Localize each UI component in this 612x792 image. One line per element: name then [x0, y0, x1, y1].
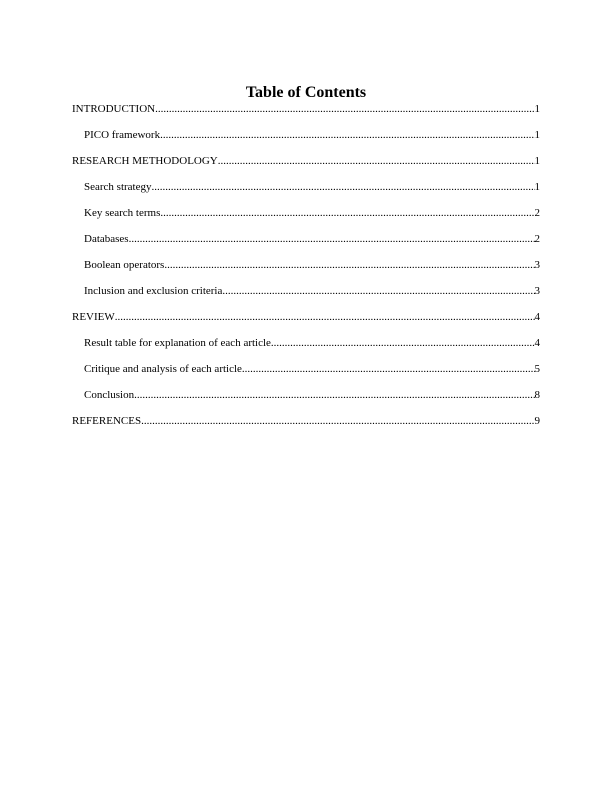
toc-entry-page: 1	[534, 103, 540, 115]
toc-entry-page: 9	[534, 415, 540, 427]
toc-entry-label: REVIEW	[72, 311, 115, 323]
toc-entry-label: Key search terms	[84, 207, 161, 219]
toc-entry-introduction[interactable]	[72, 102, 540, 128]
toc-entry-label: Conclusion	[84, 389, 135, 401]
toc-entry-pico-framework[interactable]	[72, 128, 540, 154]
toc-entry-label: Boolean operators	[84, 259, 165, 271]
toc-entry-references[interactable]	[72, 414, 540, 440]
toc-dot-leader	[271, 336, 535, 350]
toc-dot-leader	[152, 180, 535, 194]
toc-entry-page: 4	[534, 337, 540, 349]
toc-dot-leader	[242, 362, 535, 376]
toc-entry-boolean-operators[interactable]	[72, 258, 540, 284]
toc-entry-page: 5	[534, 363, 540, 375]
toc-entry-label: RESEARCH METHODOLOGY	[72, 155, 218, 167]
toc-entry-page: 4	[534, 311, 540, 323]
toc-entry-critique-analysis[interactable]	[72, 362, 540, 388]
toc-entry-search-strategy[interactable]	[72, 180, 540, 206]
toc-entry-result-table[interactable]	[72, 336, 540, 362]
toc-entry-label: INTRODUCTION	[72, 103, 156, 115]
toc-dot-leader	[160, 206, 534, 220]
toc-entry-inclusion-exclusion-criteria[interactable]	[72, 284, 540, 310]
toc-entry-label: Databases	[84, 233, 129, 245]
toc-entry-page: 1	[534, 155, 540, 167]
toc-entry-page: 3	[534, 285, 540, 297]
toc-entry-page: 2	[534, 207, 540, 219]
toc-entry-review[interactable]	[72, 310, 540, 336]
toc-entry-research-methodology[interactable]	[72, 154, 540, 180]
toc-entry-label: Inclusion and exclusion criteria	[84, 285, 223, 297]
toc-dot-leader	[115, 310, 535, 324]
toc-entry-label: Critique and analysis of each article	[84, 363, 242, 375]
toc-entry-label: Search strategy	[84, 181, 152, 193]
toc-entry-page: 2	[534, 233, 540, 245]
toc-entry-key-search-terms[interactable]	[72, 206, 540, 232]
toc-dot-leader	[129, 232, 535, 246]
toc-entry-page: 1	[534, 181, 540, 193]
toc-entry-label: PICO framework	[84, 129, 161, 141]
toc-dot-leader	[155, 102, 534, 116]
toc-dot-leader	[160, 128, 534, 142]
toc-dot-leader	[222, 284, 534, 298]
toc-dot-leader	[141, 414, 534, 428]
toc-entry-label: REFERENCES	[72, 415, 142, 427]
toc-dot-leader	[164, 258, 534, 272]
toc-title: Table of Contents	[245, 84, 367, 101]
toc-entry-page: 3	[534, 259, 540, 271]
toc-dot-leader	[218, 154, 535, 168]
toc-entry-page: 1	[534, 129, 540, 141]
toc-dot-leader	[134, 388, 534, 402]
toc-entry-conclusion[interactable]	[72, 388, 540, 414]
toc-entry-databases[interactable]	[72, 232, 540, 258]
toc-entry-label: Result table for explanation of each article	[84, 337, 271, 349]
toc-entry-page: 8	[534, 389, 540, 401]
toc-list	[72, 102, 540, 440]
